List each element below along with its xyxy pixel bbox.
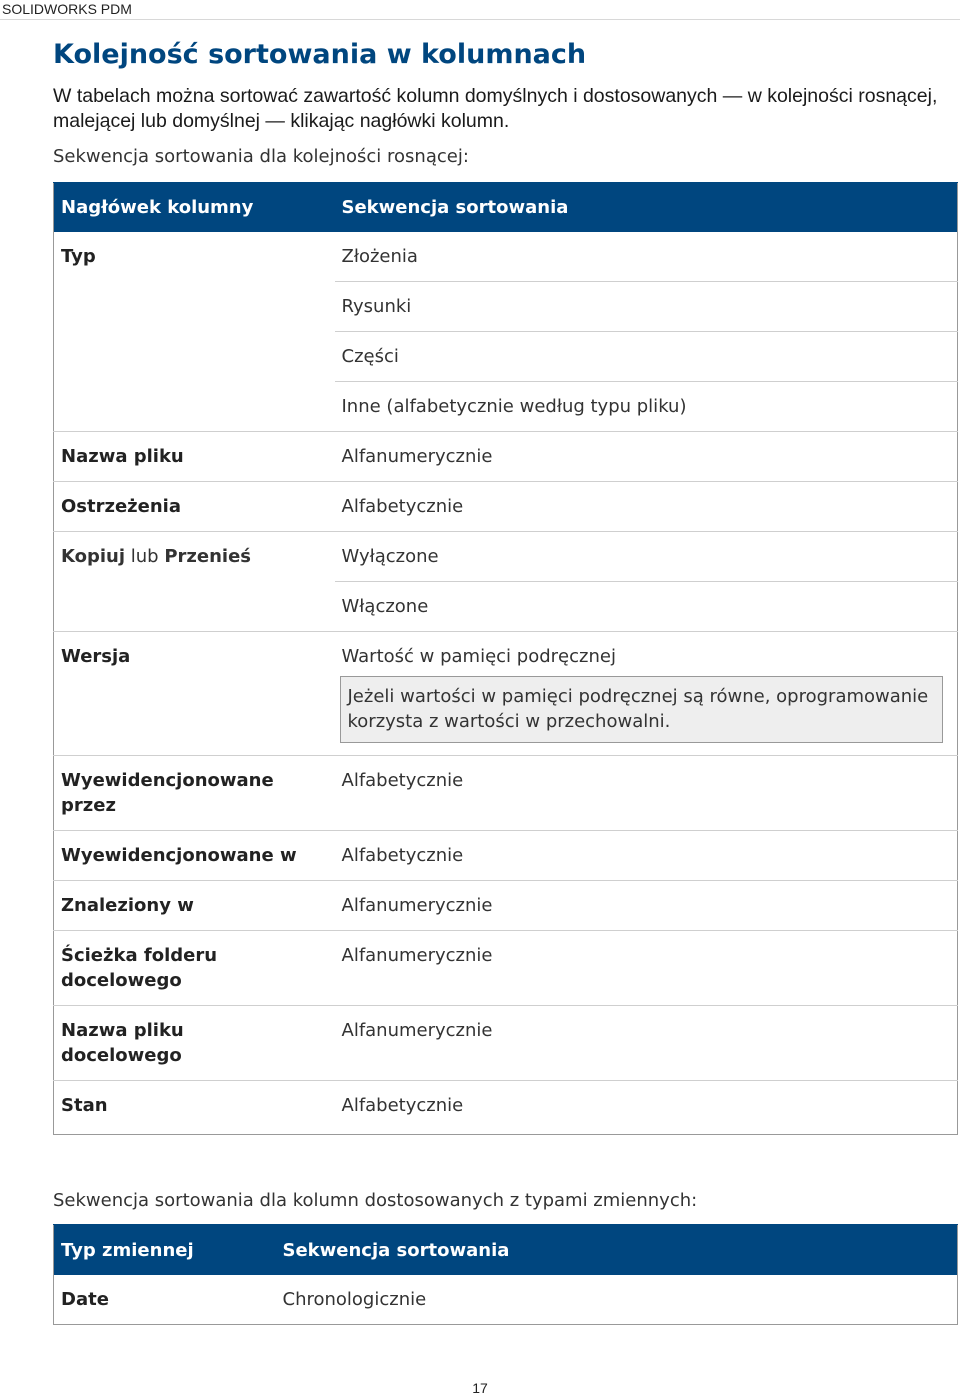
table-row [54, 432, 958, 482]
table-row [54, 931, 958, 1006]
row-key-kopiuj-przenies [54, 532, 335, 632]
row-value: Chronologicznie [276, 1275, 958, 1325]
row-key-date: Date [54, 1275, 276, 1325]
running-header: SOLIDWORKS PDM [0, 0, 960, 20]
ascending-lead: Sekwencja sortowania dla kolejności rosnącej: [53, 146, 469, 167]
row-value: Alfabetycznie [335, 756, 958, 831]
row-value-cell [335, 632, 958, 756]
table-row [54, 831, 958, 881]
row-key-wersja: Wersja [54, 632, 335, 756]
row-key-nazwa-pliku: Nazwa pliku [54, 432, 335, 482]
row-key-stan: Stan [54, 1081, 335, 1135]
table-row [54, 1006, 958, 1081]
custom-lead: Sekwencja sortowania dla kolumn dostosowanych z typami zmiennych: [53, 1190, 698, 1211]
row-value: Wartość w pamięci podręcznej [341, 646, 616, 667]
custom-sort-table [53, 1224, 958, 1325]
row-value: Alfabetycznie [335, 1081, 958, 1135]
table-row [54, 756, 958, 831]
row-value: Alfabetycznie [335, 482, 958, 532]
row-value: Inne (alfabetycznie według typu pliku) [335, 382, 958, 432]
row-key-typ: Typ [54, 232, 335, 432]
column-header-sequence[interactable]: Sekwencja sortowania [276, 1225, 958, 1276]
key-connector: lub [125, 546, 165, 567]
table-row [54, 632, 958, 756]
table-row [54, 1081, 958, 1135]
row-value: Alfanumerycznie [335, 432, 958, 482]
row-key-wyewidencjonowane-przez: Wyewidencjonowane przez [54, 756, 335, 831]
row-value: Alfanumerycznie [335, 931, 958, 1006]
row-key-znaleziony-w: Znaleziony w [54, 881, 335, 931]
intro-paragraph: W tabelach można sortować zawartość kolumn domyślnych i dostosowanych — w kolejności rosnącej, malejącej lub domyślnej — klikając nagłówki kolumn. [53, 85, 938, 132]
column-header-name[interactable]: Nagłówek kolumny [54, 183, 335, 233]
ascending-sort-table [53, 182, 958, 1135]
key-bold-kopiuj: Kopiuj [61, 546, 126, 567]
row-value: Części [335, 332, 958, 382]
row-value: Alfanumerycznie [335, 1006, 958, 1081]
row-value: Rysunki [335, 282, 958, 332]
table-header-row [54, 1225, 958, 1276]
row-key-ostrzezenia: Ostrzeżenia [54, 482, 335, 532]
column-header-sequence[interactable]: Sekwencja sortowania [335, 183, 958, 233]
row-value: Wyłączone [335, 532, 958, 582]
page-title: Kolejność sortowania w kolumnach [53, 39, 587, 70]
column-header-variable-type[interactable]: Typ zmiennej [54, 1225, 276, 1276]
note-box: Jeżeli wartości w pamięci podręcznej są równe, oprogramowanie korzysta z wartości w przechowalni. [340, 676, 943, 743]
row-value: Alfabetycznie [335, 831, 958, 881]
row-key-sciezka-folderu: Ścieżka folderu docelowego [54, 931, 335, 1006]
row-key-nazwa-pliku-docelowego: Nazwa pliku docelowego [54, 1006, 335, 1081]
row-key-wyewidencjonowane-w: Wyewidencjonowane w [54, 831, 335, 881]
table-row [54, 1275, 958, 1325]
key-bold-przenies: Przenieś [164, 546, 251, 567]
row-value: Włączone [335, 582, 958, 632]
table-row [54, 482, 958, 532]
row-value: Alfanumerycznie [335, 881, 958, 931]
page-number: 17 [472, 1380, 488, 1396]
table-header-row [54, 183, 958, 233]
table-row [54, 881, 958, 931]
row-value: Złożenia [335, 232, 958, 282]
table-row [54, 232, 958, 282]
table-row [54, 532, 958, 582]
